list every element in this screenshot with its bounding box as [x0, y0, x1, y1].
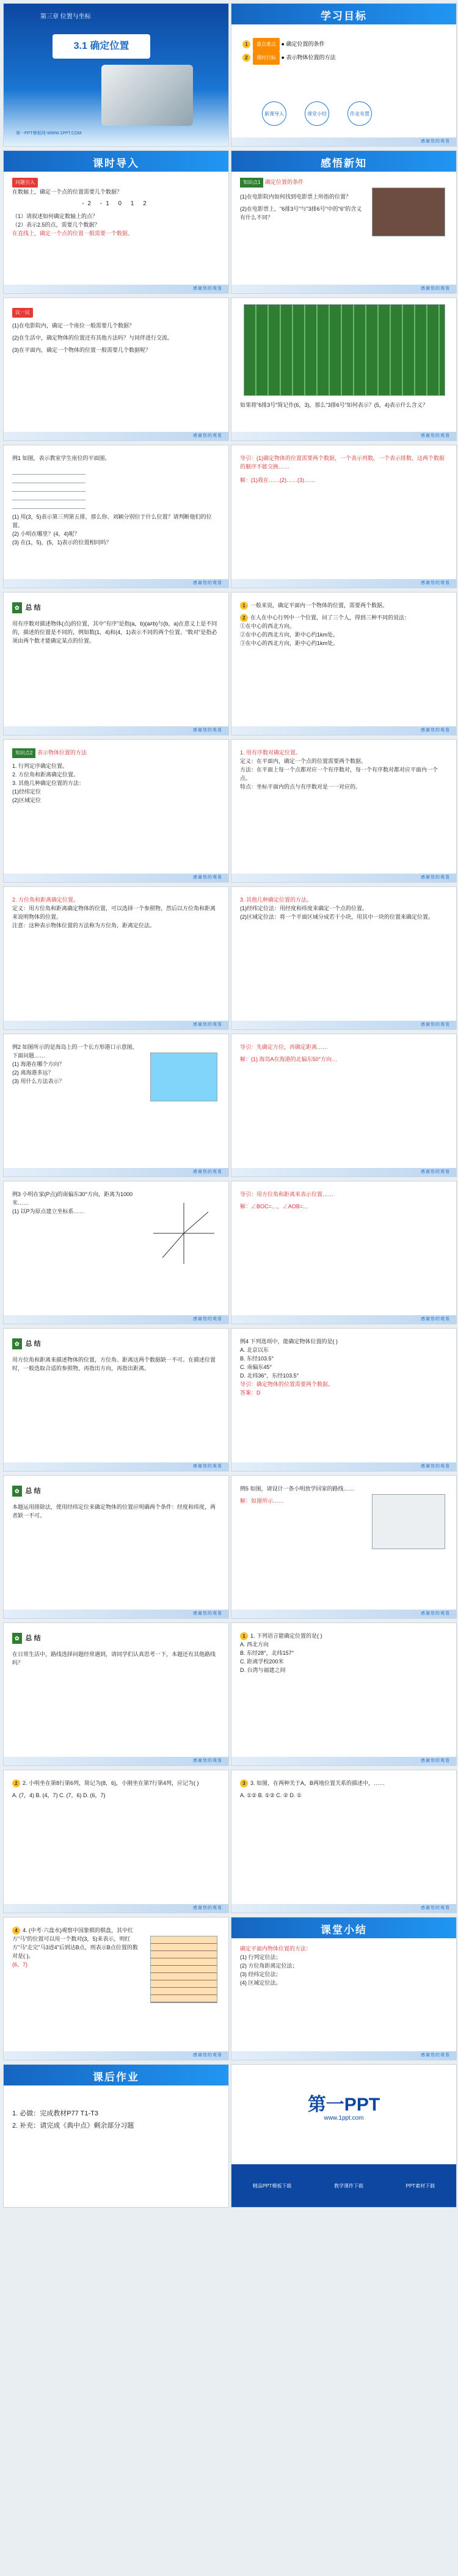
goal-2-number: 2 — [242, 54, 250, 62]
footer — [231, 1757, 456, 1765]
header-bar — [4, 151, 228, 172]
exercise-2-stem: 2. 小明坐在第8行第6列，简记为(8，6)，小刚坐在第7行第4列，应记为( ) — [23, 1780, 199, 1786]
slide-lesson-summary — [231, 1917, 457, 2060]
exercise-4-body: 4 4. (中考·六盘水)观察中国象棋的棋盘，其中红方"马"的位置可以用一个数对(3，5)来表示，则红方"马"走完"马3进4"后到达B点，则表示B点位置的数对是( )。 (6，7) — [12, 1926, 143, 1969]
slide-example-4 — [231, 1328, 457, 1472]
slide-exercise-3 — [231, 1770, 457, 1913]
discuss-p2: (2)在生活中，确定物体的位置还有其他方法吗？与同伴进行交流。 — [12, 335, 173, 341]
seat-rows-photo — [244, 304, 445, 396]
footer — [4, 1610, 228, 1618]
header-bar — [231, 151, 456, 172]
example-2-stem: 例2 如图所示的是海岛上的一个长方形港口示意图，下面问题…… — [12, 1044, 138, 1059]
brand-url[interactable]: www.1ppt.com — [324, 2115, 364, 2122]
knowledge-q1: (1)在电影院内如何找到电影票上所指的位置？ — [240, 194, 352, 200]
example-1-stem: 例1 如图，表示教室学生座位的平面图。 — [12, 455, 111, 461]
example-5-answer: 解：如图所示…… — [240, 1498, 285, 1504]
slide-example-2-solution — [231, 1034, 457, 1177]
brand-link-1[interactable]: 精品PPT模板下载 — [252, 2183, 292, 2189]
bearing-definition: 定义：用方位角和距离确定物体的位置，可以选择一个参照物，然后以方位角和距离来说明物体的位置。 — [12, 905, 216, 920]
exercise-4-answer: (6，7) — [12, 1961, 28, 1968]
slide-ordered-pair — [231, 739, 457, 883]
slide-example-3-solution — [231, 1181, 457, 1324]
example-4-stem: 例4 下列选项中，能确定物体位置的是( ) — [240, 1338, 338, 1345]
method-3b: (2)区域定位 — [12, 797, 41, 803]
cinema-ticket-photo — [372, 188, 445, 236]
nav-summary[interactable]: 课堂小结 — [305, 101, 329, 126]
knowledge-2-body — [12, 748, 220, 805]
footer-text: 感谢您的观看 — [421, 1170, 450, 1174]
example-2-q3: (3) 用什么方法表示？ — [12, 1078, 65, 1084]
slide-example-3 — [3, 1181, 229, 1324]
example-3-answer: 解：∠BOC=…，∠AOB=… — [240, 1203, 309, 1210]
summary-text: 本题运用排除法，使用经纬定位来确定物体的位置应明确两个条件：经度和纬度，两者缺一不可。 — [12, 1504, 216, 1519]
slide-example-1-solution — [231, 445, 457, 588]
exercise-2-options: A. (7，4) B. (4，7) C. (7，6) D. (6，7) — [12, 1792, 106, 1798]
example-3-stem: 例3 小明在家(P点)的南偏东30°方向，距离为1000米…… — [12, 1191, 133, 1206]
nav-circles — [262, 101, 372, 126]
footer-text: 感谢您的观看 — [421, 139, 450, 144]
footer — [4, 1904, 228, 1913]
header-title: 课堂小结 — [321, 1924, 367, 1936]
goal-1-text: 确定位置的条件 — [286, 41, 325, 47]
example-1-solution-body — [240, 454, 448, 484]
knowledge-2-title: 表示物体位置的方法 — [37, 750, 87, 756]
intro-body — [12, 178, 220, 238]
footer — [4, 1315, 228, 1324]
brand-link-2[interactable]: 教学课件下载 — [334, 2183, 363, 2189]
objective-list: 1 重点难点 ● 确定位置的条件 2 课时目标 ● 表示物体位置的方法 — [242, 38, 335, 65]
footer — [231, 1904, 456, 1913]
slide-exercise-4 — [3, 1917, 229, 2060]
footer — [4, 432, 228, 440]
discuss-body — [12, 308, 220, 354]
exercise-3-stem: 3. 如图，在两种关于A，B两地位置关系的描述中，…… — [250, 1780, 385, 1786]
grass-icon: ✿ — [12, 1338, 22, 1349]
goal-1-number: 1 — [242, 40, 250, 48]
bearing-note: 注意：这种表示物体位置的方法称为方位角，距离定位法。 — [12, 922, 156, 929]
example-2-q2: (2) 离海港多远？ — [12, 1070, 54, 1076]
point-2c: ③在中心的西北方向，距中心约1km处。 — [240, 640, 339, 646]
nav-new-lesson[interactable]: 新课导入 — [262, 101, 286, 126]
cube-art — [101, 65, 193, 126]
summary-title: 总 结 — [25, 1487, 41, 1495]
header-bar — [4, 2065, 228, 2085]
footer — [231, 579, 456, 588]
route-map — [372, 1494, 445, 1549]
homework-2: 2. 补充：请完成《典中点》剩余部分习题 — [12, 2122, 134, 2129]
example-3-solution-body — [240, 1190, 448, 1211]
footer — [4, 285, 228, 293]
slide-summary-1 — [3, 592, 229, 735]
harbor-map — [150, 1053, 217, 1101]
ordered-pair-method: 方法：在平面上每一个点都对应一个有序数对，每一个有序数对都对应平面内一个点。 — [240, 767, 438, 781]
method-1: 1. 行列定序确定位置。 — [12, 763, 68, 769]
option-a: A. 北京以东 — [240, 1347, 269, 1353]
number-line: -2 -1 0 1 2 — [82, 200, 150, 207]
footer-text: 感谢您的观看 — [193, 875, 222, 880]
goal-2-tag: 课时目标 — [253, 51, 280, 65]
header-title: 感悟新知 — [321, 158, 367, 169]
slide-points — [231, 592, 457, 735]
summary-1-body — [12, 602, 220, 645]
lesson-summary-1: (1) 行列定位法； — [240, 1954, 282, 1960]
header-bar — [231, 4, 456, 24]
example-3-guide: 导引：用方位角和距离来表示位置…… — [240, 1191, 334, 1197]
grass-icon: ✿ — [12, 602, 22, 613]
footer-text: 感谢您的观看 — [193, 2053, 222, 2057]
footer-text: 感谢您的观看 — [421, 1023, 450, 1027]
example-1-guide: 导引：(1)确定物体的位置需要两个数据，一个表示列数，一个表示排数，这两个数据的顺序不能交换…… — [240, 455, 445, 470]
summary-text: 用有序数对描述物体(点)的位置，其中"有序"是指(a，b)(a≠b)与(b，a)在意义上是不同的，描述的位置是不同的，例如数(1，4)和(4，1)表示不同的两个位置。"数对"是指必须由两个数才能确定某点的位置。 — [12, 621, 217, 644]
chapter-label: 第三章 位置与坐标 — [40, 13, 91, 20]
point-2: 在人在中心行列中一个位置，问了三个人，得到三种不同的说法： — [250, 615, 410, 621]
example-4-guide: 导引：确定物体的位置需要两个数据。 — [240, 1381, 334, 1387]
summary-title: 总 结 — [25, 604, 41, 611]
region-method: (2)区域定位法：将一个平面区域分成若干小块，用其中一块的位置来确定位置。 — [240, 914, 434, 920]
footer-text: 感谢您的观看 — [193, 1759, 222, 1763]
ordered-pair-feature: 特点：坐标平面内的点与有序数对是一一对应的。 — [240, 784, 362, 790]
seating-grid — [12, 466, 85, 509]
summary-4-body — [12, 1633, 220, 1667]
footer — [231, 726, 456, 735]
footer-text: 感谢您的观看 — [421, 581, 450, 585]
footer-text: 感谢您的观看 — [421, 434, 450, 438]
footer — [4, 874, 228, 882]
example-2-q1: (1) 海港在哪个方向？ — [12, 1061, 65, 1067]
footer-text: 感谢您的观看 — [421, 875, 450, 880]
footer-text: 感谢您的观看 — [421, 286, 450, 291]
example-1-answer: 解：(1)我在……(2)……(3)…… — [240, 477, 315, 483]
footer — [231, 1610, 456, 1618]
bearing-heading: 2. 方位角和距离确定位置。 — [12, 897, 79, 903]
homework-1: 1. 必做：完成教材P77 T1-T3 — [12, 2110, 98, 2117]
header-title: 课后作业 — [93, 2071, 139, 2083]
goal-2-text: 表示物体位置的方法 — [286, 54, 336, 60]
slide-exercise-2 — [3, 1770, 229, 1913]
footer — [231, 1315, 456, 1324]
example-1-q3: (3) 在(1，5)，(5，1)表示的位置相同吗？ — [12, 539, 112, 545]
slide-summary-4 — [3, 1622, 229, 1766]
ordered-pair-heading: 1. 用有序数对确定位置。 — [240, 750, 302, 756]
seat-question: 如果将"6排3号"简记作(6，3)，那么"3排6号"如何表示？(5，4)表示什么含义？ — [240, 402, 428, 408]
option-c: C. 南偏东45° — [240, 1364, 272, 1370]
footer — [4, 1168, 228, 1177]
footer — [231, 285, 456, 293]
site-label: 第一PPT模板网-WWW.1PPT.COM — [16, 131, 82, 136]
example-5-stem: 例5 如图，请设计一条小明放学回家的路线…… — [240, 1486, 355, 1492]
goal-1-tag: 重点难点 — [253, 38, 280, 51]
option-d: D. 北纬36°，东经103.5° — [240, 1373, 299, 1379]
footer — [4, 1021, 228, 1029]
other-methods-heading: 3. 其他几种确定位置的方法。 — [240, 897, 313, 903]
method-3a: (1)经纬定位 — [12, 789, 41, 795]
knowledge-q2: (2)在电影票上，"6排3号"与"3排6号"中的"6"的含义有什么不同？ — [240, 206, 362, 221]
footer-text: 感谢您的观看 — [421, 728, 450, 732]
nav-homework[interactable]: 作业布置 — [347, 101, 372, 126]
summary-title: 总 结 — [25, 1340, 41, 1348]
footer — [4, 1757, 228, 1765]
footer — [231, 2051, 456, 2060]
header-title: 学习目标 — [321, 10, 367, 22]
footer-text: 感谢您的观看 — [193, 1023, 222, 1027]
summary-3-body — [12, 1486, 220, 1520]
point-1: 一般来说，确定平面内一个物体的位置，需要两个数据。 — [250, 602, 388, 608]
footer-text: 感谢您的观看 — [193, 434, 222, 438]
footer-text: 感谢您的观看 — [193, 581, 222, 585]
grass-icon: ✿ — [12, 1486, 22, 1497]
summary-text: 用方位角和距离来描述物体的位置，方位角、距离这两个数据缺一不可。在描述位置时，一般选取合适的参照物，再指出方向，再指出距离。 — [12, 1357, 216, 1371]
example-4-body — [240, 1337, 448, 1397]
intro-q2: （2）表示2.5的点，需要几个数据？ — [12, 222, 100, 228]
intro-q1: （1）请叙述如何确定数轴上的点？ — [12, 213, 98, 219]
example-2-body — [12, 1043, 143, 1085]
exercise-3-body: 3 3. 如图，在两种关于A，B两地位置关系的描述中，…… A. ①② B. ①② C. ② D. ① — [240, 1779, 448, 1800]
slide-example-5 — [231, 1475, 457, 1619]
example-4-answer: 答案：D — [240, 1390, 261, 1396]
footer — [231, 1021, 456, 1029]
bearing-body — [12, 896, 220, 930]
footer — [231, 874, 456, 882]
summary-2-body — [12, 1338, 220, 1373]
knowledge-title: 确定位置的条件 — [264, 179, 304, 185]
footer-text: 感谢您的观看 — [193, 286, 222, 291]
exercise-1-stem: 1. 下列语言能确定位置的是( ) — [250, 1633, 322, 1639]
summary-text: 在日常生活中，路线选择问题经常遇到，请同学们认真思考一下，本题还有其他路线吗？ — [12, 1651, 216, 1666]
slide-example-1 — [3, 445, 229, 588]
homework-body — [12, 2107, 220, 2132]
footer-text: 感谢您的观看 — [193, 1464, 222, 1469]
example-1-q2: (2) 小明在哪里？(4，4)呢？ — [12, 531, 80, 537]
exercise-2-body: 2 2. 小明坐在第8行第6列，简记为(8，6)，小刚坐在第7行第4列，应记为( ) A. (7，4) B. (4，7) C. (7，6) D. (6，7) — [12, 1779, 220, 1800]
example-2-guide: 导引：先确定方位，再确定距离…… — [240, 1044, 329, 1050]
example-2-solution-body — [240, 1043, 448, 1064]
exercise-1-body: 1 1. 下列语言能确定位置的是( ) A. 西北方向 B. 东经28°，北纬157° C. 距离学校200米 D. 台湾与福建之间 — [240, 1632, 448, 1674]
footer-text: 感谢您的观看 — [193, 1906, 222, 1910]
footer-text: 感谢您的观看 — [421, 2053, 450, 2057]
slide-seats — [231, 297, 457, 441]
slide-other-methods — [231, 886, 457, 1030]
example-2-answer: 解：(1) 海岛A在海港的北偏东50°方向… — [240, 1056, 338, 1062]
knowledge-1-body — [240, 178, 365, 222]
example-3-q1: (1) 以P为原点建立坐标系…… — [12, 1208, 85, 1214]
lesson-summary-3: (3) 经纬定位法； — [240, 1971, 282, 1977]
footer-text: 感谢您的观看 — [193, 1170, 222, 1174]
example-3-body — [12, 1190, 143, 1216]
header-title: 课时导入 — [93, 158, 139, 169]
slide-objectives — [231, 3, 457, 147]
slide-example-2 — [3, 1034, 229, 1177]
slide-end — [231, 2064, 457, 2208]
ordered-pair-definition: 定义：在平面内，确定一个点的位置需要两个数据。 — [240, 758, 367, 764]
slide-summary-3 — [3, 1475, 229, 1619]
footer — [231, 1168, 456, 1177]
knowledge-tag: 知识点1 — [240, 178, 263, 188]
method-3: 3. 其他几种确定位置的方法： — [12, 780, 85, 786]
footer — [231, 137, 456, 146]
latlong-method: (1)经纬定位法：用经度和纬度来确定一个点的位置。 — [240, 905, 368, 911]
knowledge-2-tag: 知识点2 — [12, 748, 35, 758]
footer-text: 感谢您的观看 — [193, 728, 222, 732]
slide-homework — [3, 2064, 229, 2208]
exercise-1-c: C. 距离学校200米 — [240, 1658, 284, 1665]
footer-text: 感谢您的观看 — [421, 1611, 450, 1616]
discuss-badge: 议一议 — [12, 308, 33, 318]
example-1-body — [12, 454, 220, 547]
option-b: B. 东经103.5° — [240, 1356, 274, 1362]
footer — [231, 432, 456, 440]
example-5-body — [240, 1484, 365, 1505]
exercise-3-options: A. ①② B. ①② C. ② D. ① — [240, 1792, 302, 1798]
slide-discuss — [3, 297, 229, 441]
point-2a: ①在中心的西北方向。 — [240, 623, 296, 629]
exercise-1-b: B. 东经28°，北纬157° — [240, 1650, 294, 1656]
footer-text: 感谢您的观看 — [193, 1317, 222, 1321]
points-body: 1 一般来说，确定平面内一个物体的位置，需要两个数据。 2 在人在中心行列中一个位置，问了三个人，得到三种不同的说法： ①在中心的西北方向。 ②在中心的西北方向，距中心约1km处。 ③在中心的西北方向，距中心约1km处。 — [240, 601, 448, 648]
grass-icon: ✿ — [12, 1633, 22, 1644]
footer-text: 感谢您的观看 — [421, 1759, 450, 1763]
brand-logo: 第一PPT — [307, 2095, 380, 2115]
footer — [4, 2051, 228, 2060]
footer — [4, 726, 228, 735]
summary-title: 总 结 — [25, 1635, 41, 1642]
chessboard — [150, 1936, 217, 2003]
lesson-summary-body — [240, 1944, 448, 1987]
slide-exercise-1 — [231, 1622, 457, 1766]
lesson-summary-heading: 确定平面内物体位置的方法： — [240, 1946, 312, 1952]
brand-footer — [231, 2164, 456, 2207]
lesson-title: 3.1 确定位置 — [53, 34, 150, 59]
footer-text: 感谢您的观看 — [421, 1317, 450, 1321]
footer — [231, 1462, 456, 1471]
header-bar — [231, 1917, 456, 1938]
intro-question: 在数轴上，确定一个点的位置需要几个数据？ — [12, 189, 123, 195]
slide-intro — [3, 150, 229, 294]
method-2: 2. 方位角和距离确定位置。 — [12, 772, 79, 778]
footer — [4, 1462, 228, 1471]
point-2b: ②在中心的西北方向，距中心约1km处。 — [240, 632, 339, 638]
intro-q3: 在直线上，确定一个点的位置一般需要一个数据。 — [12, 230, 134, 236]
footer-text: 感谢您的观看 — [193, 1611, 222, 1616]
slide-knowledge-2 — [3, 739, 229, 883]
question-badge: 问题引入 — [12, 178, 38, 188]
exercise-1-a: A. 西北方向 — [240, 1641, 269, 1647]
compass-diagram — [150, 1200, 217, 1267]
footer-text: 感谢您的观看 — [421, 1464, 450, 1469]
ordered-pair-body — [240, 748, 448, 791]
brand-link-3[interactable]: PPT素材下载 — [405, 2183, 435, 2189]
slide-knowledge-1 — [231, 150, 457, 294]
other-methods-body — [240, 896, 448, 921]
discuss-p3: (3)在平面内，确定一个物体的位置一般需要几个数据呢？ — [12, 347, 151, 353]
slide-summary-2 — [3, 1328, 229, 1472]
example-1-q1: (1) 用(3，5)表示第三列第五排，那么你、刘颖分别位于什么位置？请判断他们的位置。 — [12, 514, 212, 528]
footer — [4, 579, 228, 588]
slide-bearing — [3, 886, 229, 1030]
exercise-4-stem: 4. (中考·六盘水)观察中国象棋的棋盘，其中红方"马"的位置可以用一个数对(3，5)来表示，则红方"马"走完"马3进4"后到达B点，则表示B点位置的数对是( )。 — [12, 1927, 138, 1959]
footer-text: 感谢您的观看 — [421, 1906, 450, 1910]
lesson-summary-2: (2) 方位角距离定位法； — [240, 1963, 298, 1969]
slide-title — [3, 3, 229, 147]
exercise-1-d: D. 台湾与福建之间 — [240, 1667, 286, 1673]
discuss-p1: (1)在电影院内，确定一个座位一般需要几个数据？ — [12, 323, 135, 329]
lesson-summary-4: (4) 区域定位法。 — [240, 1980, 282, 1986]
